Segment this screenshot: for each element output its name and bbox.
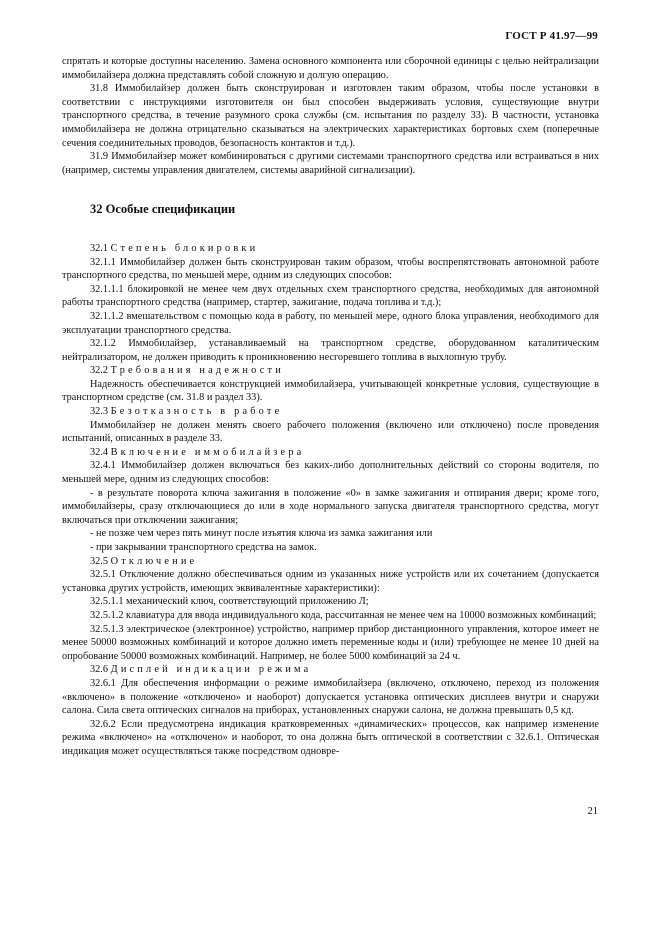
clause-number: 32.4 — [90, 446, 111, 458]
paragraph — [62, 677, 599, 718]
paragraph-text: - не позже чем через пять минут после изъятия ключа из замка зажигания или — [90, 528, 433, 540]
paragraph-text: 31.8 Иммобилайзер должен быть сконструирован и изготовлен таким образом, чтобы после установки в соответствии с инструкциями изготовителя он был способен выдерживать условия, существующие внутри транспортного средства, в течение разумного срока службы (см. испытания по разделу 33). В частности, установка иммобилайзера не должна отрицательно сказываться на электрических характеристиках бортовых схем (поперечные сечения соединительных проводов, безопасность контактов и т.д.). — [62, 83, 599, 149]
body-text — [62, 55, 599, 759]
paragraph-text: - в результате поворота ключа зажигания в положение «0» в замке зажигания и отпирания двери; кроме того, иммобилайзеры, сразу отключающиеся до или в ходе нормального запуска двигателя транспортного средства, могут включаться при отключении зажигания; — [62, 487, 599, 526]
paragraph-text: 32.5.1.1 механический ключ, соответствующий приложению Л; — [90, 596, 369, 608]
paragraph — [62, 555, 599, 569]
paragraph-text: Иммобилайзер не должен менять своего рабочего положения (включено или отключено) после проведения испытаний, описанных в разделе 33. — [62, 419, 599, 445]
paragraph-text: 32.5.1.3 электрическое (электронное) устройство, например прибор дистанционного управления, которое имеет не менее 50000 возможных комбинаций и которое должно иметь переменные коды и (или) требующее не менее 10 дней на опробование 50000 возможных комбинаций. Например, не более 5000 комбинаций за 24 ч. — [62, 623, 599, 662]
paragraph — [62, 541, 599, 555]
paragraph — [62, 256, 599, 283]
clause-number: 32.2 — [90, 365, 111, 377]
paragraph — [62, 419, 599, 446]
paragraph — [62, 527, 599, 541]
paragraph — [62, 487, 599, 528]
paragraph-text: Надежность обеспечивается конструкцией иммобилайзера, учитывающей конкретные условия, существующие в транспортном средстве (см. 31.8 и раздел 33). — [62, 378, 599, 404]
paragraph-text: 32.5.1 Отключение должно обеспечиваться одним из указанных ниже устройств или их сочетанием (допускается установка других устройств, имеющих эквивалентные характеристики): — [62, 569, 599, 594]
clause-number: 32.5 — [90, 555, 111, 567]
paragraph — [62, 82, 599, 150]
standard-header: ГОСТ Р 41.97—99 — [505, 30, 598, 42]
paragraph-text: 32.1.1.2 вмешательством с помощью кода в работу, по меньшей мере, одного блока управления, необходимого для эксплуатации транспортного средства. — [62, 310, 599, 336]
paragraph — [62, 55, 599, 82]
paragraph-text: 32.5.1.2 клавиатура для ввода индивидуального кода, рассчитанная не менее чем на 10000 возможных комбинаций; — [90, 609, 597, 621]
paragraph — [62, 446, 599, 460]
paragraph — [62, 459, 599, 486]
paragraph — [62, 663, 599, 677]
paragraph — [62, 150, 599, 177]
clause-heading: Включение иммобилайзера — [110, 446, 305, 458]
paragraph-text: 32.1.1.1 блокировкой не менее чем двух отдельных схем транспортного средства, необходимых для автономной работы транспортного средства (например, стартер, зажигание, подача топлива и т.д.); — [62, 283, 599, 309]
paragraph — [62, 310, 599, 337]
paragraph — [62, 718, 599, 759]
clause-heading: Степень блокировки — [110, 242, 259, 254]
clause-number: 32.6 — [90, 664, 111, 676]
paragraph-text: 32.6.1 Для обеспечения информации о режиме иммобилайзера (включено, отключено, переход из положения «включено» в положение «отключено» и наоборот) допускается установка оптических дисплеев внутри и снаружи салона. Сила света оптических сигналов на приборах, установленных снаружи салона, не должна превышать 0,5 кд. — [62, 677, 599, 717]
paragraph-text: 32.1.1 Иммобилайзер должен быть сконструирован таким образом, чтобы воспрепятствовать автономной работе транспортного средства, по меньшей мере, одним из следующих способов: — [62, 256, 599, 282]
paragraph — [62, 405, 599, 419]
section-title: 32 Особые спецификации — [90, 202, 236, 217]
paragraphs-after — [62, 242, 599, 759]
paragraph-text: 32.4.1 Иммобилайзер должен включаться без каких-либо дополнительных действий со стороны водителя, по меньшей мере, одним из следующих способов: — [62, 460, 599, 486]
clause-heading: Дисплей индикации режима — [110, 664, 312, 676]
clause-heading: Требования надежности — [110, 365, 284, 377]
paragraph — [62, 609, 599, 623]
paragraph-text: - при закрывании транспортного средства на замок. — [90, 542, 317, 553]
paragraph — [62, 595, 599, 609]
clause-heading: Безотказность в работе — [110, 406, 283, 418]
paragraph — [62, 283, 599, 310]
paragraph-text: 32.1.2 Иммобилайзер, устанавливаемый на транспортном средстве, оборудованном каталитическим нейтрализатором, не должен приводить к проникновению несгоревшего топлива в выхлопную трубу. — [62, 338, 599, 363]
paragraph — [62, 337, 599, 364]
paragraph — [62, 242, 599, 256]
clause-number: 32.3 — [90, 406, 111, 418]
paragraph — [62, 378, 599, 405]
paragraph — [62, 568, 599, 595]
clause-number: 32.1 — [90, 242, 111, 254]
paragraph — [62, 623, 599, 664]
paragraph — [62, 364, 599, 378]
paragraphs-before — [62, 55, 599, 177]
paragraph-text: спрятать и которые доступны населению. Замена основного компонента или сборочной единицы с целью нейтрализации иммобилайзера должна представлять собой сложную и долгую операцию. — [62, 56, 599, 81]
clause-heading: Отключение — [110, 555, 198, 567]
paragraph-text: 32.6.2 Если предусмотрена индикация кратковременных «динамических» процессов, как например изменение режима «включено» на «отключено» и наоборот, то она должна быть оптической в соответствии с 32.6.1. Оптическая индикация может осуществляться также посредством одновре- — [62, 718, 599, 757]
paragraph-text: 31.9 Иммобилайзер может комбинироваться с другими системами транспортного средства или встраиваться в них (например, системы управления двигателем, системы аварийной сигнализации). — [62, 151, 599, 176]
page-number: 21 — [587, 806, 598, 817]
